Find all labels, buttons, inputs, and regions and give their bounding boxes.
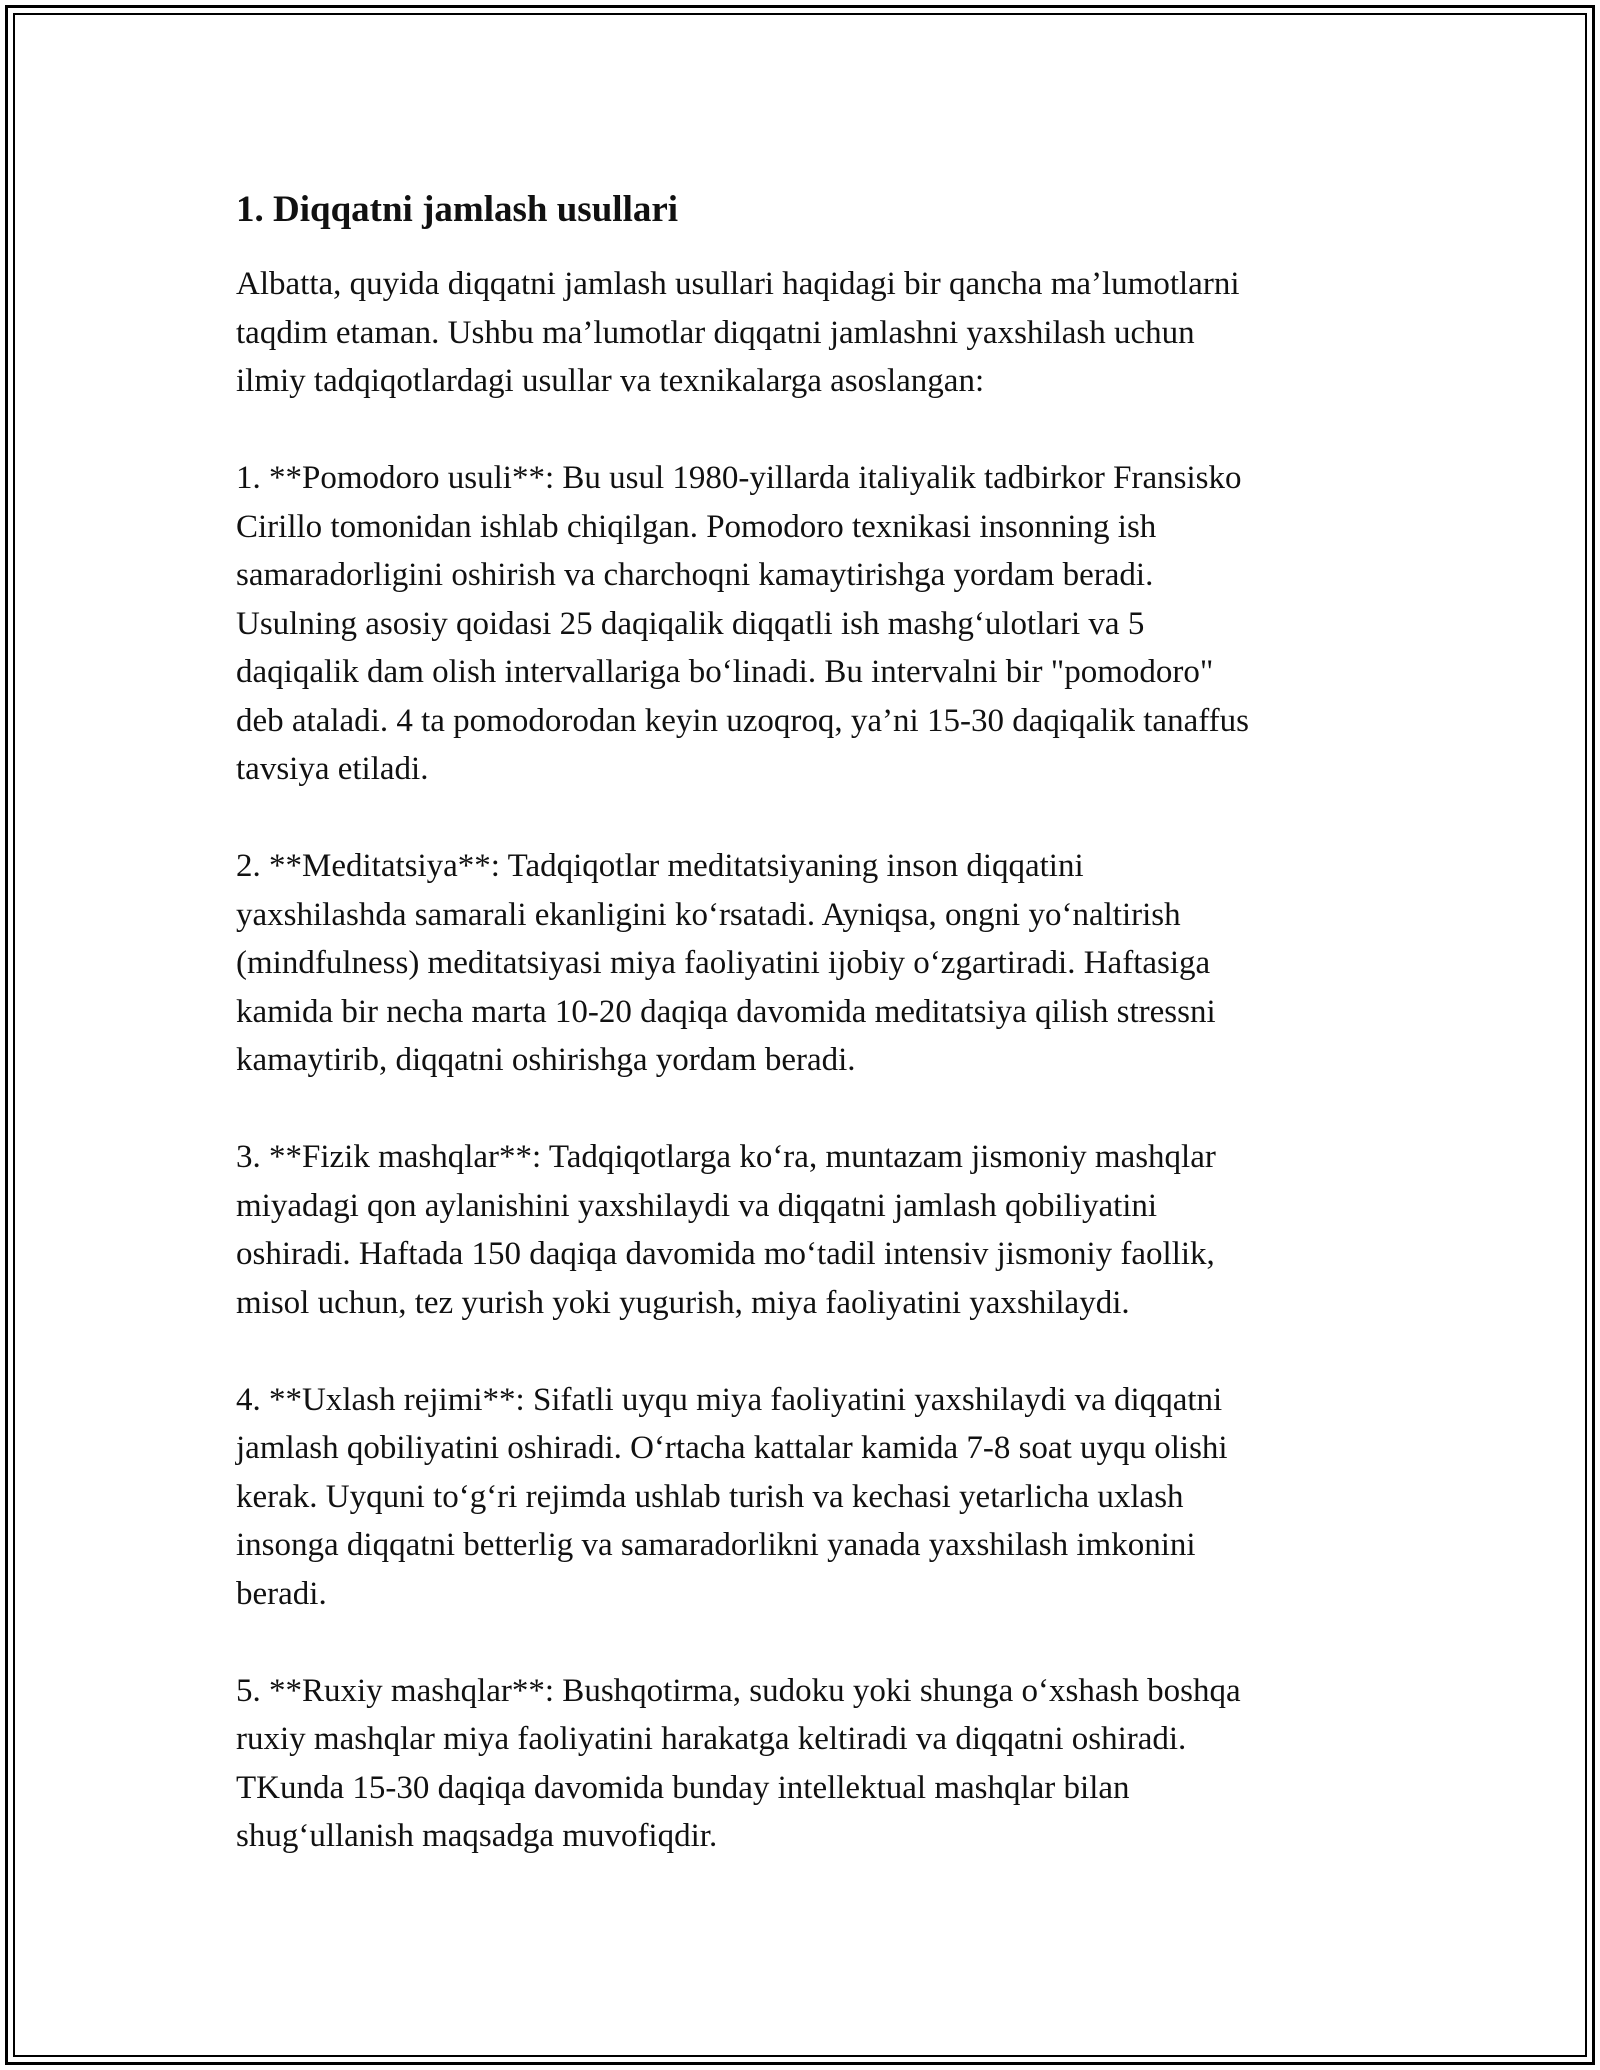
- text-line: Cirillo tomonidan ishlab chiqilgan. Pomodoro texnikasi insonning ish: [236, 508, 1157, 545]
- text-line: (mindfulness) meditatsiyasi miya faoliyatini ijobiy o‘zgartiradi. Haftasiga: [236, 945, 1211, 981]
- text-line: insonga diqqatni betterlig va samaradorlikni yanada yaxshilash imkonini: [236, 1527, 1196, 1563]
- text-line: tavsiya etiladi.: [236, 751, 429, 787]
- mental-exercise-paragraph: [236, 1667, 1376, 1861]
- text-line: taqdim etaman. Ushbu ma’lumotlar diqqatni jamlashni yaxshilash uchun: [236, 314, 1195, 351]
- text-line: ruxiy mashqlar miya faoliyatini harakatga keltiradi va diqqatni oshiradi.: [236, 1721, 1187, 1757]
- text-line: jamlash qobiliyatini oshiradi. O‘rtacha kattalar kamida 7-8 soat uyqu olishi: [236, 1430, 1228, 1466]
- text-line: kamaytirib, diqqatni oshirishga yordam beradi.: [236, 1042, 856, 1078]
- sleep-paragraph: [236, 1376, 1376, 1619]
- text-line: ilmiy tadqiqotlardagi usullar va texnikalarga asoslangan:: [236, 363, 985, 399]
- text-line: 4. **Uxlash rejimi**: Sifatli uyqu miya faoliyatini yaxshilaydi va diqqatni: [236, 1381, 1223, 1418]
- text-line: miyadagi qon aylanishini yaxshilaydi va diqqatni jamlash qobiliyatini: [236, 1187, 1158, 1224]
- text-line: TKunda 15-30 daqiqa davomida bunday intellektual mashqlar bilan: [236, 1769, 1130, 1806]
- section-heading: 1. Diqqatni jamlash usullari: [236, 189, 679, 230]
- text-line: shug‘ullanish maqsadga muvofiqdir.: [236, 1818, 718, 1854]
- text-line: kamida bir necha marta 10-20 daqiqa davomida meditatsiya qilish stressni: [236, 993, 1216, 1030]
- text-line: Usulning asosiy qoidasi 25 daqiqalik diqqatli ish mashg‘ulotlari va 5: [236, 605, 1145, 642]
- exercise-paragraph: [236, 1133, 1376, 1327]
- text-line: 2. **Meditatsiya**: Tadqiqotlar meditatsiyaning inson diqqatini: [236, 848, 1084, 884]
- document-body: [236, 186, 1376, 1909]
- text-line: samaradorligini oshirish va charchoqni kamaytirishga yordam beradi.: [236, 557, 1154, 593]
- text-line: beradi.: [236, 1575, 327, 1612]
- text-line: yaxshilashda samarali ekanligini ko‘rsatadi. Ayniqsa, ongni yo‘naltirish: [236, 896, 1181, 933]
- text-line: 1. **Pomodoro usuli**: Bu usul 1980-yillarda italiyalik tadbirkor Fransisko: [236, 460, 1242, 496]
- text-line: oshiradi. Haftada 150 daqiqa davomida mo‘tadil intensiv jismoniy faollik,: [236, 1236, 1215, 1272]
- text-line: 3. **Fizik mashqlar**: Tadqiqotlarga ko‘ra, muntazam jismoniy mashqlar: [236, 1139, 1216, 1175]
- meditation-paragraph: [236, 842, 1376, 1085]
- text-line: deb ataladi. 4 ta pomodorodan keyin uzoqroq, ya’ni 15-30 daqiqalik tanaffus: [236, 702, 1249, 739]
- text-line: daqiqalik dam olish intervallariga bo‘linadi. Bu intervalni bir "pomodoro": [236, 654, 1214, 690]
- intro-paragraph: [236, 260, 1376, 406]
- text-line: 5. **Ruxiy mashqlar**: Bushqotirma, sudoku yoki shunga o‘xshash boshqa: [236, 1672, 1241, 1709]
- text-line: misol uchun, tez yurish yoki yugurish, miya faoliyatini yaxshilaydi.: [236, 1284, 1130, 1321]
- text-line: Albatta, quyida diqqatni jamlash usullari haqidagi bir qancha ma’lumotlarni: [236, 266, 1240, 302]
- pomodoro-paragraph: [236, 454, 1376, 794]
- text-line: kerak. Uyquni to‘g‘ri rejimda ushlab turish va kechasi yetarlicha uxlash: [236, 1478, 1184, 1515]
